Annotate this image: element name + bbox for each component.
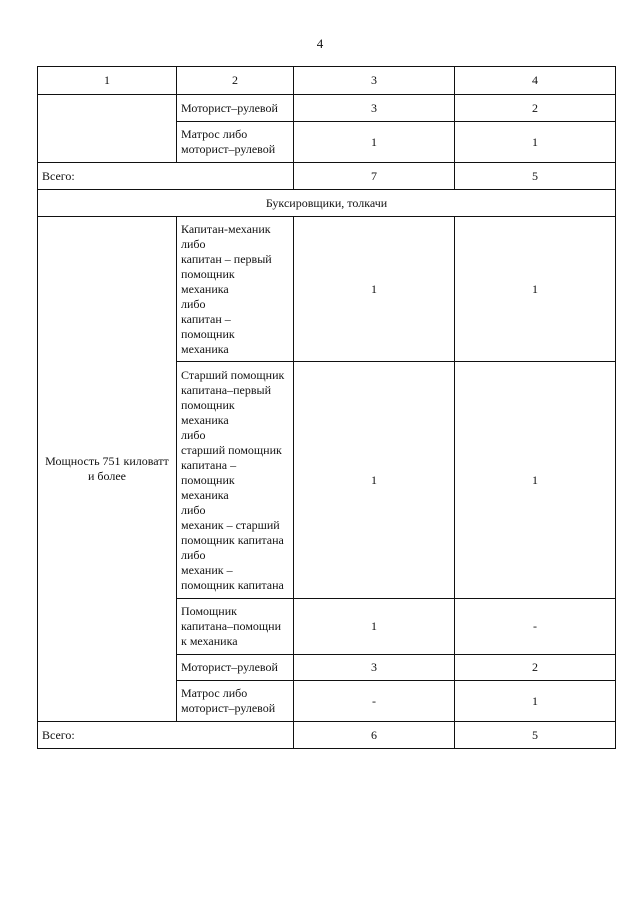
position-cell xyxy=(177,681,294,722)
header-cell: 2 xyxy=(177,67,294,95)
section-row xyxy=(38,190,616,217)
count-cell: 1 xyxy=(455,217,616,362)
position-line: Помощник xyxy=(181,604,237,618)
section-title: Буксировщики, толкачи xyxy=(38,190,616,217)
position-line: либо xyxy=(181,236,206,251)
count-cell: - xyxy=(455,599,616,655)
position-line: либо xyxy=(181,502,206,517)
position-line: Матрос либо xyxy=(181,686,248,700)
count-cell: 3 xyxy=(294,655,455,681)
header-cell: 4 xyxy=(455,67,616,95)
total-label: Всего: xyxy=(38,163,294,190)
header-cell: 1 xyxy=(38,67,177,95)
position-line: механик – старший xyxy=(181,517,280,532)
position-cell xyxy=(177,599,294,655)
position-line: помощник xyxy=(181,472,235,487)
position-cell xyxy=(177,362,294,599)
position-line: к механика xyxy=(181,634,238,648)
empty-group-cell xyxy=(38,95,177,163)
position-line: либо xyxy=(181,296,206,311)
count-cell: 2 xyxy=(455,95,616,122)
position-line: капитан – первый xyxy=(181,251,272,266)
position-line: Моторист–рулевой xyxy=(181,660,278,674)
total-value: 6 xyxy=(294,722,455,749)
position-line: помощник xyxy=(181,326,235,341)
count-cell: 1 xyxy=(294,362,455,599)
count-cell: 1 xyxy=(294,217,455,362)
total-row xyxy=(38,722,616,749)
position-cell xyxy=(177,217,294,362)
total-value: 7 xyxy=(294,163,455,190)
header-row xyxy=(38,67,616,95)
table-row xyxy=(38,217,616,362)
position-line: механика xyxy=(181,341,229,356)
position-line: механика xyxy=(181,487,229,502)
position-line: либо xyxy=(181,547,206,562)
table-row xyxy=(38,95,616,122)
position-line: Капитан-механик xyxy=(181,221,271,236)
position-line: капитана–первый xyxy=(181,382,272,397)
position-cell: Матрос либо моторист–рулевой xyxy=(177,122,294,163)
header-cell: 3 xyxy=(294,67,455,95)
count-cell: 1 xyxy=(455,122,616,163)
position-line: либо xyxy=(181,427,206,442)
page-number: 4 xyxy=(316,36,324,51)
total-value: 5 xyxy=(455,722,616,749)
position-line: помощник xyxy=(181,397,235,412)
position-line: помощник капитана xyxy=(181,577,284,592)
position-line: механика xyxy=(181,412,229,427)
position-line: капитана – xyxy=(181,457,237,472)
position-cell: Моторист–рулевой xyxy=(177,95,294,122)
position-line: механика xyxy=(181,281,229,296)
position-line: старший помощник xyxy=(181,442,282,457)
count-cell: 1 xyxy=(455,362,616,599)
position-line: Старший помощник xyxy=(181,367,285,382)
count-cell: 2 xyxy=(455,655,616,681)
position-cell xyxy=(177,655,294,681)
total-label: Всего: xyxy=(38,722,294,749)
count-cell: 1 xyxy=(455,681,616,722)
total-row xyxy=(38,163,616,190)
total-value: 5 xyxy=(455,163,616,190)
position-line: помощник капитана xyxy=(181,532,284,547)
position-line: капитана–помощни xyxy=(181,619,281,633)
position-line: капитан – xyxy=(181,311,231,326)
position-line: механик – xyxy=(181,562,233,577)
count-cell: 1 xyxy=(294,122,455,163)
count-cell: 3 xyxy=(294,95,455,122)
count-cell: 1 xyxy=(294,599,455,655)
position-line: помощник xyxy=(181,266,235,281)
power-group-cell: Мощность 751 киловатт и более xyxy=(38,217,177,722)
count-cell: - xyxy=(294,681,455,722)
position-line: моторист–рулевой xyxy=(181,701,276,715)
staffing-table xyxy=(37,66,616,749)
